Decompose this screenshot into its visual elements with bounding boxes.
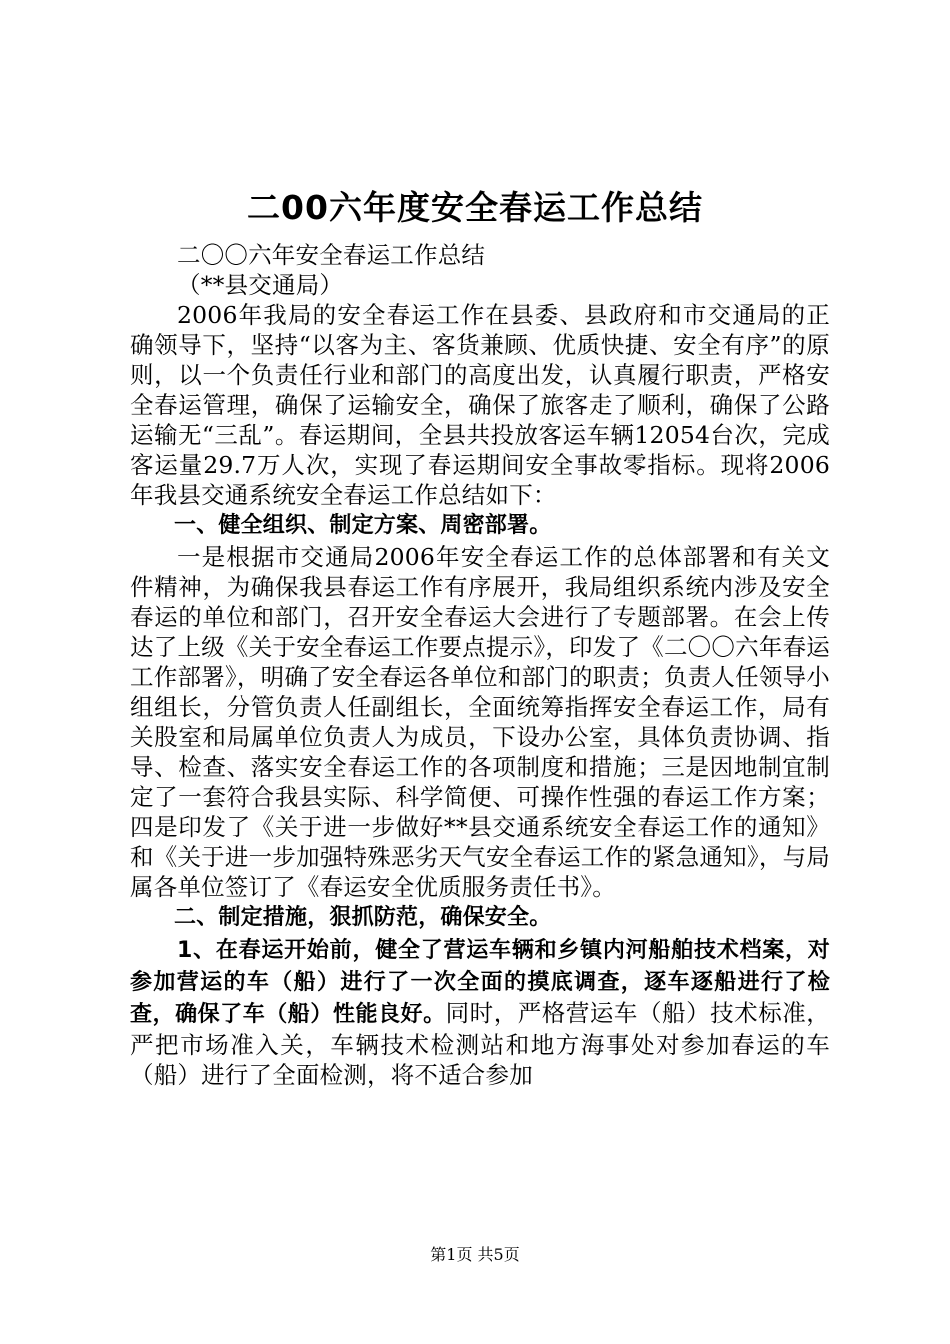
section-2-rest: 同时，严格营运车（船）技术标准，严把市场准入关，车辆技术检测站和地方海事处对参加春运的车（船）进行了全面检测，将不适合参加 bbox=[130, 999, 830, 1089]
document-subtitle: 二〇〇六年安全春运工作总结 bbox=[177, 241, 486, 269]
document-title: 二00六年度安全春运工作总结 bbox=[247, 188, 703, 227]
section-heading-2: 二、制定措施，狠抓防范，确保安全。 bbox=[174, 905, 552, 930]
document-body bbox=[130, 240, 830, 1090]
intro-paragraph: 2006年我局的安全春运工作在县委、县政府和市交通局的正确领导下，坚持“以客为主、客货兼顾、优质快捷、安全有序”的原则，以一个负责任行业和部门的高度出发，认真履行职责，严格安全春运管理，确保了运输安全，确保了旅客走了顺利，确保了公路运输无“三乱”。春运期间，全县共投放客运车辆12054台次，完成客运量29.7万人次，实现了春运期间安全事故零指标。现将2006年我县交通系统安全春运工作总结如下： bbox=[130, 301, 830, 509]
section-1-paragraph: 一是根据市交通局2006年安全春运工作的总体部署和有关文件精神，为确保我县春运工作有序展开，我局组织系统内涉及安全春运的单位和部门，召开安全春运大会进行了专题部署。在会上传达了上级《关于安全春运工作要点提示》，印发了《二〇〇六年春运工作部署》，明确了安全春运各单位和部门的职责；负责人任领导小组组长，分管负责人任副组长，全面统筹指挥安全春运工作，局有关股室和局属单位负责人为成员，下设办公室，具体负责协调、指导、检查、落实安全春运工作的各项制度和措施；三是因地制宜制定了一套符合我县实际、科学简便、可操作性强的春运工作方案；四是印发了《关于进一步做好**县交通系统安全春运工作的通知》和《关于进一步加强特殊恶劣天气安全春运工作的紧急通知》，与局属各单位签订了《春运安全优质服务责任书》。 bbox=[130, 543, 830, 901]
document-author: （**县交通局） bbox=[177, 271, 344, 299]
page-footer: 第1页 共5页 bbox=[430, 1245, 520, 1264]
section-heading-1: 一、健全组织、制定方案、周密部署。 bbox=[174, 513, 552, 538]
section-2-paragraph bbox=[130, 934, 830, 1090]
section-2-bold-lead: 1、在春运开始前，健全了营运车辆和乡镇内河船舶技术档案，对参加营运的车（船）进行了一次全面的摸底调查，逐车逐船进行了检查，确保了车（船）性能良好。 bbox=[130, 938, 830, 1027]
